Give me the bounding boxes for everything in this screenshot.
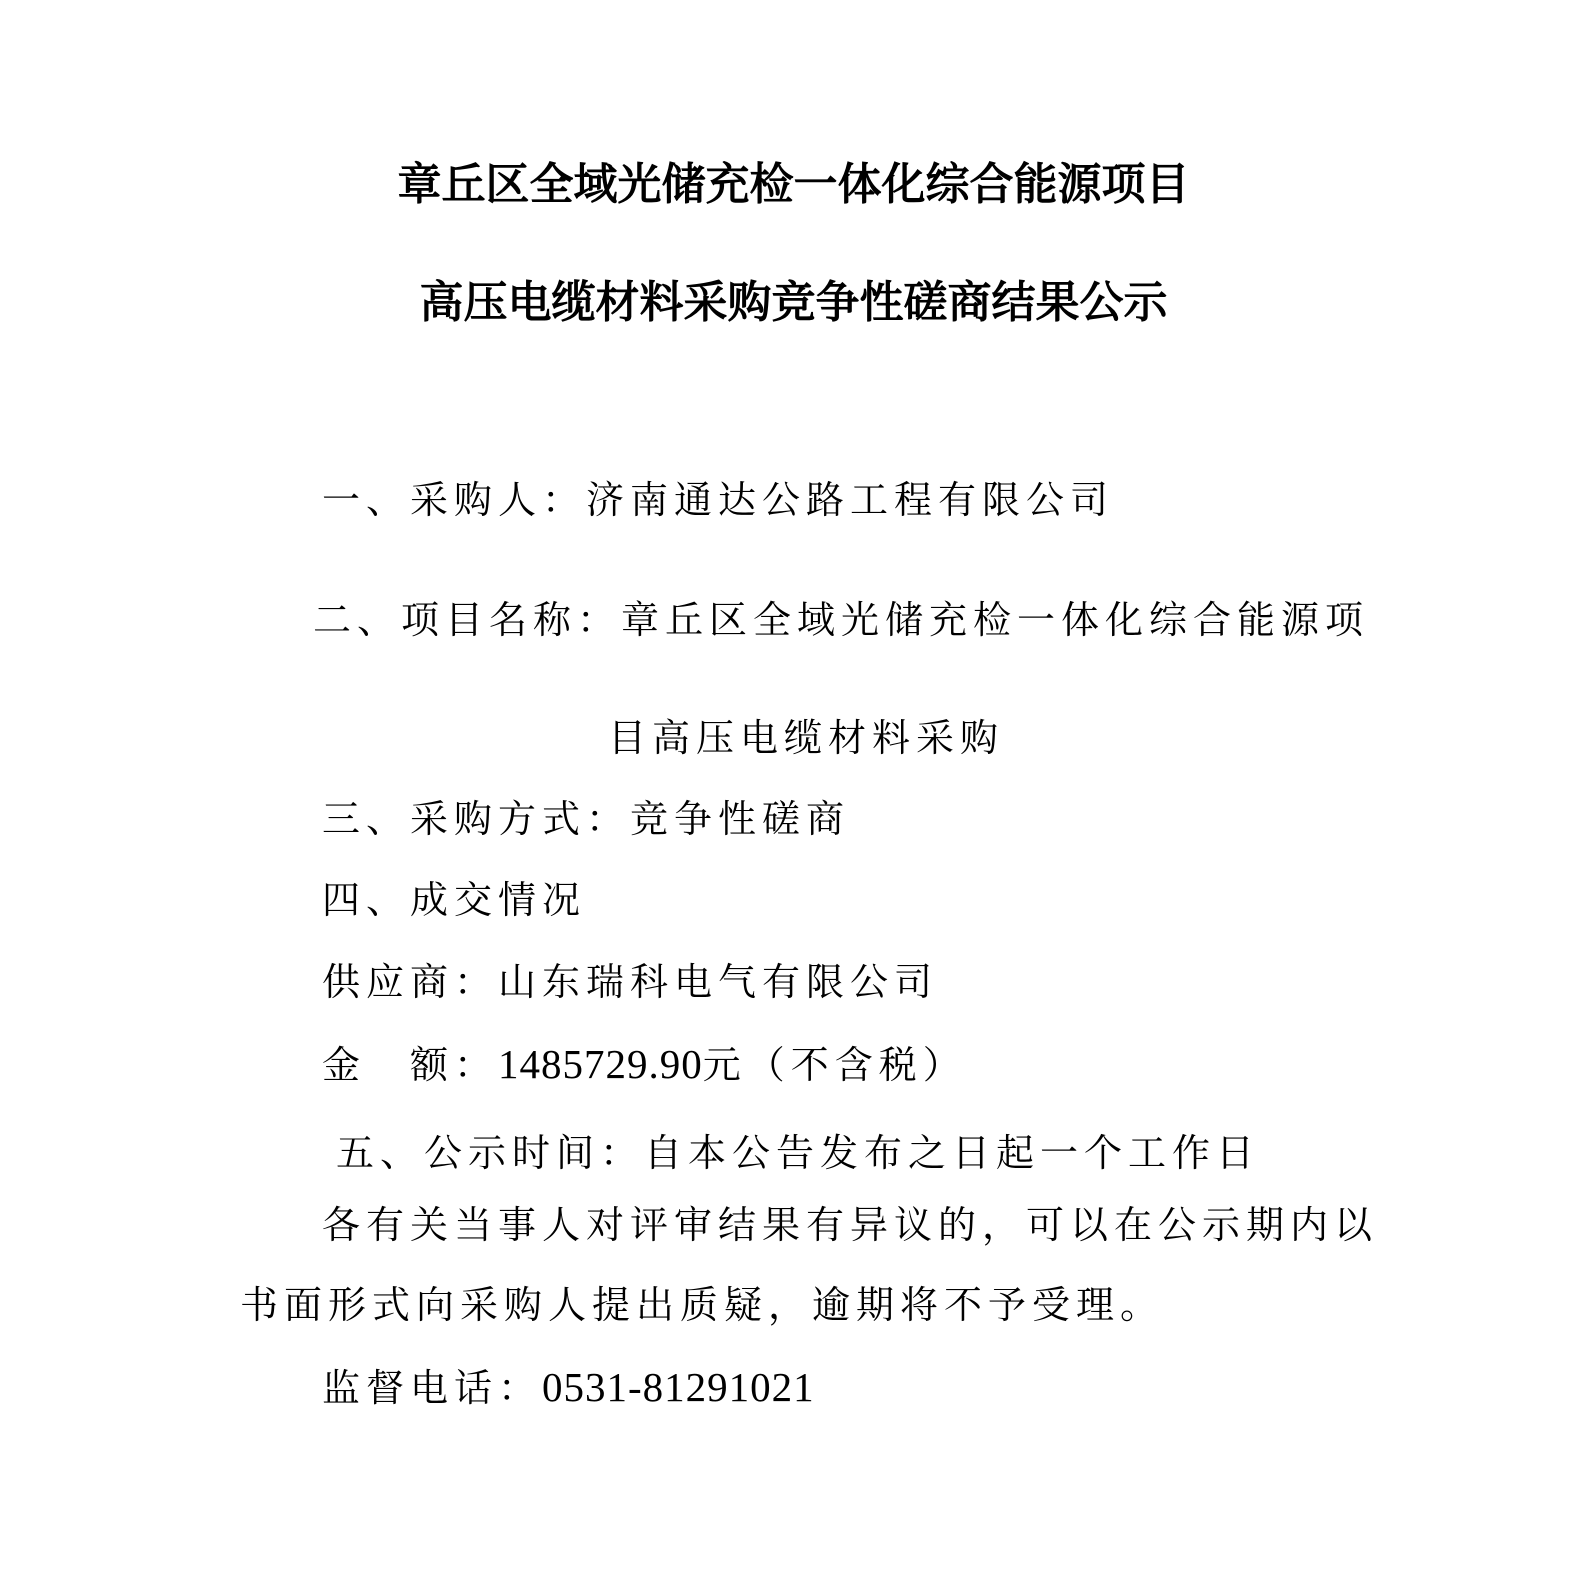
amount-value: 1485729.90 xyxy=(498,1041,703,1087)
amount-line xyxy=(322,1038,967,1091)
supplier-line: 供应商：山东瑞科电气有限公司 xyxy=(322,960,939,1004)
project-name-line-2: 目高压电缆材料采购 xyxy=(608,716,1005,760)
purchaser-line: 一、采购人：济南通达公路工程有限公司 xyxy=(322,478,1115,522)
objection-line-2: 书面形式向采购人提出质疑，逾期将不予受理。 xyxy=(240,1283,1165,1327)
title-line-2: 高压电缆材料采购竞争性磋商结果公示 xyxy=(419,277,1168,328)
amount-suffix: 元（不含税） xyxy=(702,1043,967,1087)
project-name-line-1: 二、项目名称：章丘区全域光储充检一体化综合能源项 xyxy=(313,598,1370,642)
amount-label: 金 额： xyxy=(322,1043,499,1087)
deal-heading: 四、成交情况 xyxy=(322,878,587,922)
phone-label: 监督电话： xyxy=(322,1366,543,1410)
title-line-1: 章丘区全域光储充检一体化综合能源项目 xyxy=(397,159,1190,210)
objection-line-1: 各有关当事人对评审结果有异议的，可以在公示期内以 xyxy=(322,1203,1379,1247)
publicity-period-line: 五、公示时间：自本公告发布之日起一个工作日 xyxy=(336,1131,1261,1175)
procurement-method-line: 三、采购方式：竞争性磋商 xyxy=(322,797,851,841)
supervision-phone-line xyxy=(322,1361,815,1414)
phone-value: 0531-81291021 xyxy=(542,1364,815,1410)
